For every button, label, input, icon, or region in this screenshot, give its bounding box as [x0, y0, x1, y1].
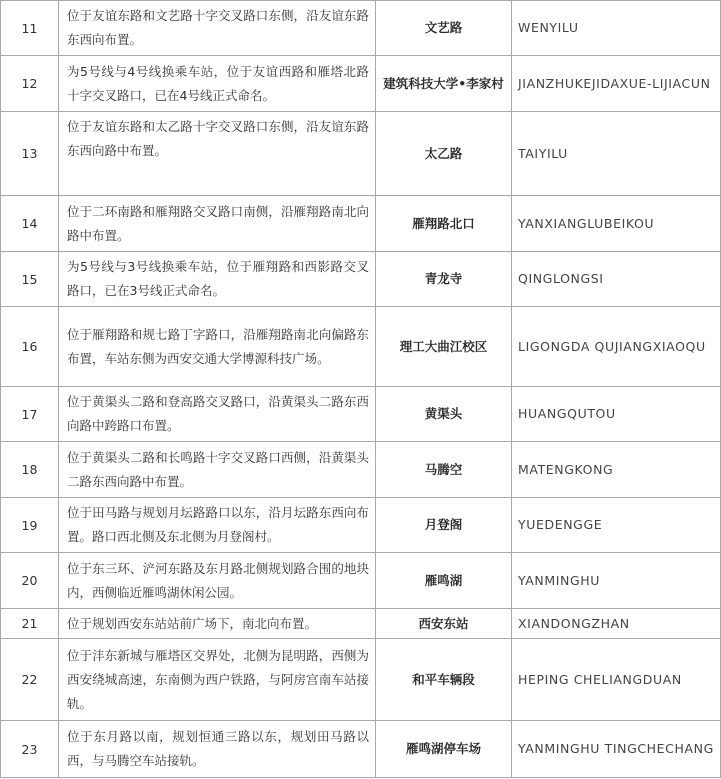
- row-number: 13: [1, 112, 59, 196]
- table-row: [1, 553, 721, 609]
- row-description: 位于友谊东路和文艺路十字交叉路口东侧，沿友谊东路东西向布置。: [59, 1, 376, 56]
- station-pinyin: JIANZHUKEJIDAXUE-LIJIACUN: [512, 56, 721, 112]
- row-description: 位于二环南路和雁翔路交叉路口南侧，沿雁翔路南北向路中布置。: [59, 196, 376, 252]
- station-name: 黄渠头: [376, 387, 512, 442]
- station-pinyin: YANXIANGLUBEIKOU: [512, 196, 721, 252]
- station-pinyin: YANMINGHU: [512, 553, 721, 609]
- station-name: 马腾空: [376, 442, 512, 498]
- row-number: 20: [1, 553, 59, 609]
- row-number: 12: [1, 56, 59, 112]
- row-description: 位于黄渠头二路和长鸣路十字交叉路口西侧，沿黄渠头二路东西向路中布置。: [59, 442, 376, 498]
- row-description: 位于东月路以南，规划恒通三路以东，规划田马路以西，与马腾空车站接轨。: [59, 721, 376, 778]
- row-number: 16: [1, 307, 59, 387]
- row-number: 14: [1, 196, 59, 252]
- row-description: 位于规划西安东站站前广场下，南北向布置。: [59, 609, 376, 639]
- row-number: 19: [1, 498, 59, 553]
- station-name: 雁鸣湖: [376, 553, 512, 609]
- row-description: 位于田马路与规划月坛路路口以东，沿月坛路东西向布置。路口西北侧及东北侧为月登阁村。: [59, 498, 376, 553]
- station-name: 理工大曲江校区: [376, 307, 512, 387]
- station-name: 雁翔路北口: [376, 196, 512, 252]
- row-number: 11: [1, 1, 59, 56]
- row-description: 位于雁翔路和规七路丁字路口，沿雁翔路南北向偏路东布置，车站东侧为西安交通大学博源科技广场。: [59, 307, 376, 387]
- station-name: 月登阁: [376, 498, 512, 553]
- station-pinyin: HUANGQUTOU: [512, 387, 721, 442]
- row-number: 22: [1, 639, 59, 721]
- row-number: 18: [1, 442, 59, 498]
- row-description: 为5号线与4号线换乘车站，位于友谊西路和雁塔北路十字交叉路口，已在4号线正式命名。: [59, 56, 376, 112]
- station-pinyin: TAIYILU: [512, 112, 721, 196]
- station-name: 建筑科技大学•李家村: [376, 56, 512, 112]
- station-pinyin: XIANDONGZHAN: [512, 609, 721, 639]
- table-row: [1, 609, 721, 639]
- row-description: 位于东三环、浐河东路及东月路北侧规划路合围的地块内，西侧临近雁鸣湖休闲公园。: [59, 553, 376, 609]
- row-description: 位于友谊东路和太乙路十字交叉路口东侧，沿友谊东路东西向路中布置。: [59, 112, 376, 196]
- row-number: 21: [1, 609, 59, 639]
- station-pinyin: HEPING CHELIANGDUAN: [512, 639, 721, 721]
- station-name: 青龙寺: [376, 252, 512, 307]
- table-row: [1, 387, 721, 442]
- table-row: [1, 252, 721, 307]
- table-row: [1, 1, 721, 56]
- station-name: 雁鸣湖停车场: [376, 721, 512, 778]
- station-pinyin: YUEDENGGE: [512, 498, 721, 553]
- row-number: 17: [1, 387, 59, 442]
- table-row: [1, 112, 721, 196]
- station-name: 和平车辆段: [376, 639, 512, 721]
- station-name: 太乙路: [376, 112, 512, 196]
- row-description: 位于沣东新城与雁塔区交界处，北侧为昆明路，西侧为西安绕城高速，东南侧为西户铁路，与阿房宫南车站接轨。: [59, 639, 376, 721]
- station-pinyin: MATENGKONG: [512, 442, 721, 498]
- station-pinyin: QINGLONGSI: [512, 252, 721, 307]
- row-number: 23: [1, 721, 59, 778]
- station-name: 文艺路: [376, 1, 512, 56]
- table-row: [1, 639, 721, 721]
- row-description: 位于黄渠头二路和登高路交叉路口，沿黄渠头二路东西向路中跨路口布置。: [59, 387, 376, 442]
- table-row: [1, 196, 721, 252]
- station-pinyin: YANMINGHU TINGCHECHANG: [512, 721, 721, 778]
- row-number: 15: [1, 252, 59, 307]
- station-pinyin: WENYILU: [512, 1, 721, 56]
- station-pinyin: LIGONGDA QUJIANGXIAOQU: [512, 307, 721, 387]
- table-row: [1, 442, 721, 498]
- station-name: 西安东站: [376, 609, 512, 639]
- table-row: [1, 721, 721, 778]
- table-row: [1, 56, 721, 112]
- table-row: [1, 498, 721, 553]
- row-description: 为5号线与3号线换乘车站，位于雁翔路和西影路交叉路口，已在3号线正式命名。: [59, 252, 376, 307]
- table-row: [1, 307, 721, 387]
